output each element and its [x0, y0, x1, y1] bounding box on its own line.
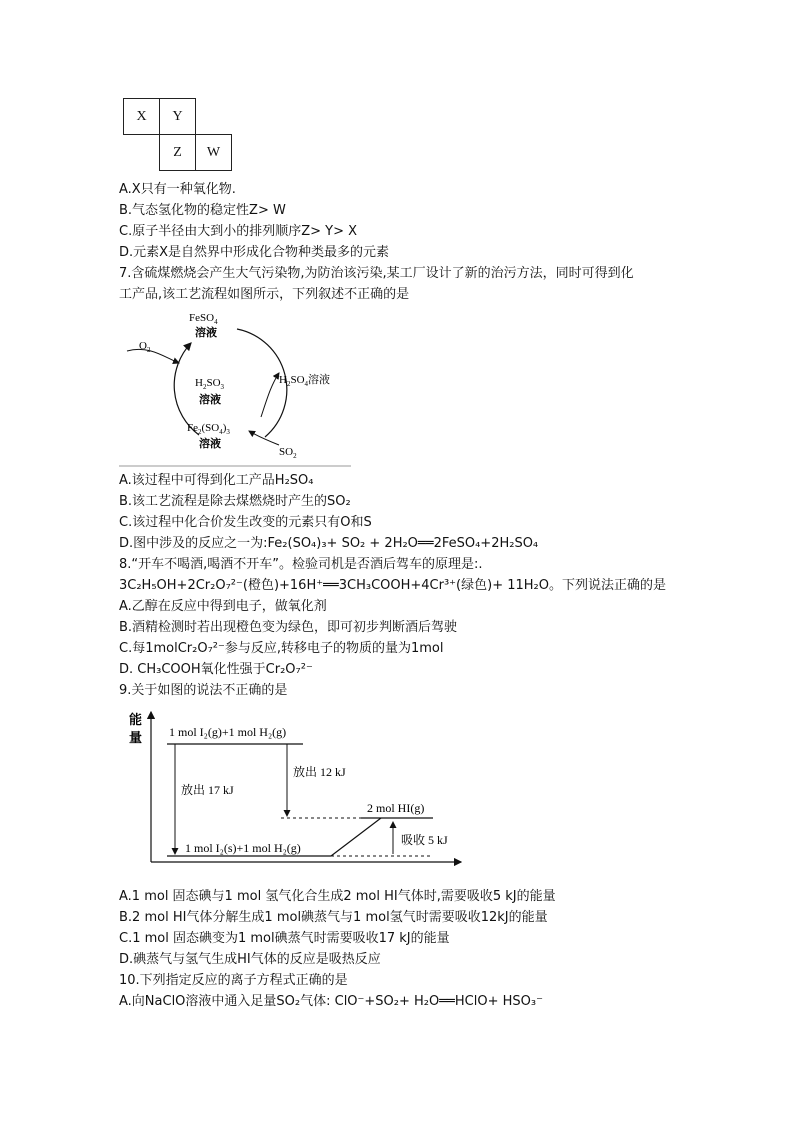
q6-option-c: C.原子半径由大到小的排列顺序Z> Y> X: [119, 224, 358, 239]
feso4-solution-label: 溶液: [195, 327, 217, 339]
o2-arrow: [127, 349, 179, 363]
q7-option-d: D.图中涉及的反应之一为:Fe₂(SO₄)₃+ SO₂ + 2H₂O══2FeSO₄+2H₂SO₄: [119, 536, 539, 551]
h2so3-label: $H_2SO_3$: [195, 377, 225, 391]
q7-option-a: A.该过程中可得到化工产品H₂SO₄: [119, 473, 314, 488]
q6-option-b: B.气态氢化物的稳定性Z> W: [119, 203, 286, 218]
transition-slope: [331, 818, 381, 856]
q8-option-c: C.每1molCr₂O₇²⁻参与反应,转移电子的物质的量为1mol: [119, 641, 444, 656]
so2-arrow: [249, 431, 279, 445]
sulfur-cycle-diagram: [119, 307, 351, 467]
top-level-label: 1 mol I₂(g)+1 mol H₂(g): [169, 725, 287, 739]
q10-option-a: A.向NaClO溶液中通入足量SO₂气体: ClO⁻+SO₂+ H₂O══HClO+ HSO₃⁻: [119, 994, 543, 1009]
hi-level-label: 2 mol HI(g): [367, 801, 425, 815]
q9-stem: 9.关于如图的说法不正确的是: [119, 683, 288, 698]
energy-axis-label-2: 量: [129, 730, 143, 745]
q7-option-c: C.该过程中化合价发生改变的元素只有O和S: [119, 515, 372, 530]
q9-option-c: C.1 mol 固态碘变为1 mol碘蒸气时需要吸收17 kJ的能量: [119, 931, 450, 946]
q9-option-d: D.碘蒸气与氢气生成HI气体的反应是吸热反应: [119, 952, 381, 967]
bottom-level-label: 1 mol I₂(s)+1 mol H₂(g): [185, 841, 301, 855]
q8-option-d: D. CH₃COOH氧化性强于Cr₂O₇²⁻: [119, 662, 313, 677]
h2so3-solution-label: 溶液: [199, 394, 221, 406]
q6-option-d: D.元素X是自然界中形成化合物种类最多的元素: [119, 245, 390, 260]
h2so4-label: $H_2SO_4$溶液: [279, 374, 331, 388]
release-17-label: 放出 17 kJ: [181, 783, 234, 797]
energy-diagram: [121, 704, 467, 876]
absorb-5-label: 吸收 5 kJ: [401, 833, 448, 847]
energy-axis-label-1: 能: [129, 712, 143, 727]
h2so4-arrow: [261, 373, 279, 417]
so2-label: $SO_2$: [279, 446, 297, 460]
fe2so43-solution-label: 溶液: [199, 438, 221, 450]
grid-cell-x: X: [123, 98, 160, 135]
grid-cell-y: Y: [159, 98, 196, 135]
o2-label: $O_2$: [139, 340, 151, 354]
grid-cell-z: Z: [159, 134, 196, 171]
q7-stem-line1: 7.含硫煤燃烧会产生大气污染物,为防治该污染,某工厂设计了新的治污方法，同时可得到化: [119, 266, 634, 281]
q6-option-a: A.X只有一种氧化物.: [119, 182, 236, 197]
fe2so43-label: $Fe_2(SO_4)_3$: [187, 422, 230, 436]
grid-cell-w: W: [195, 134, 232, 171]
feso4-label: FeSO$_4$: [189, 312, 218, 326]
q8-option-b: B.酒精检测时若出现橙色变为绿色，即可初步判断酒后驾驶: [119, 620, 458, 635]
q9-option-b: B.2 mol HI气体分解生成1 mol碘蒸气与1 mol氢气时需要吸收12kJ的能量: [119, 910, 548, 925]
q7-option-b: B.该工艺流程是除去煤燃烧时产生的SO₂: [119, 494, 351, 509]
q8-stem-line2: 3C₂H₅OH+2Cr₂O₇²⁻(橙色)+16H⁺══3CH₃COOH+4Cr³⁺(绿色)+ 11H₂O。下列说法正确的是: [119, 578, 666, 593]
q7-stem-line2: 工产品,该工艺流程如图所示，下列叙述不正确的是: [119, 287, 410, 302]
q10-stem: 10.下列指定反应的离子方程式正确的是: [119, 973, 348, 988]
q8-stem-line1: 8.“开车不喝酒,喝酒不开车”。检验司机是否酒后驾车的原理是:.: [119, 557, 483, 572]
release-12-label: 放出 12 kJ: [293, 765, 346, 779]
q9-option-a: A.1 mol 固态碘与1 mol 氢气化合生成2 mol HI气体时,需要吸收5 kJ的能量: [119, 889, 556, 904]
q8-option-a: A.乙醇在反应中得到电子，做氧化剂: [119, 599, 327, 614]
